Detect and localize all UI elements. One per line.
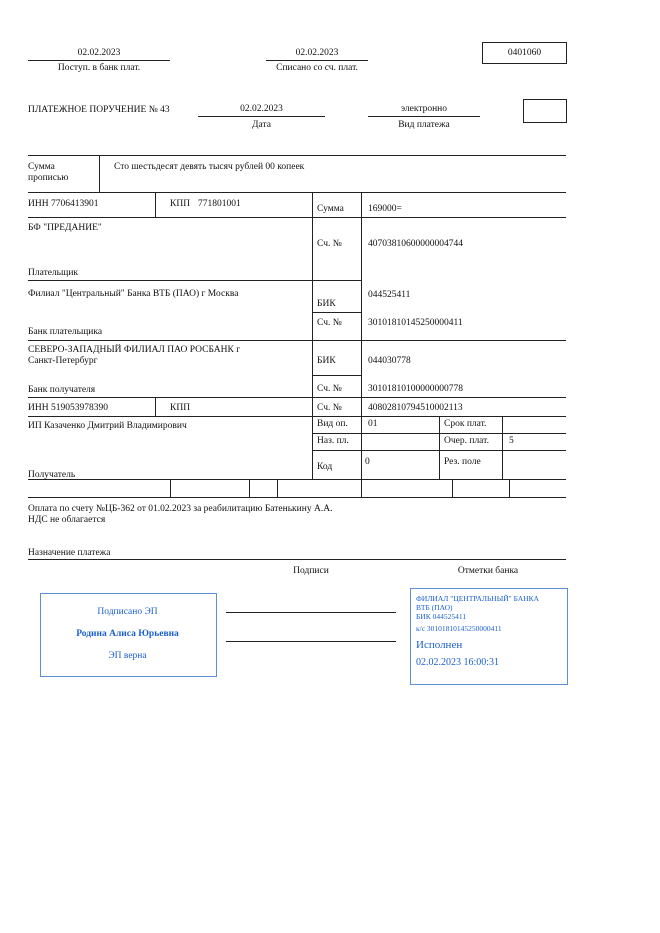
bank-stamp-datetime: 02.02.2023 16:00:31 [416, 657, 500, 668]
bank-marks-label: Отметки банка [457, 566, 519, 576]
payee-inn: ИНН 519053978390 [28, 403, 108, 413]
payer-bank-bik: 044525411 [368, 290, 411, 300]
op-type-label: Вид оп. [317, 419, 348, 429]
divider [28, 340, 566, 341]
order-date-label: Дата [252, 120, 271, 130]
amount-words-label-2: прописью [28, 173, 69, 183]
purpose-label: Назначение платежа [28, 548, 111, 558]
divider [249, 479, 250, 497]
signature-line [226, 641, 396, 642]
divider [28, 479, 566, 480]
divider [368, 116, 480, 117]
divider [312, 192, 313, 479]
amount-words-label-1: Сумма [28, 162, 55, 172]
divider [28, 397, 566, 398]
divider [28, 559, 566, 560]
divider [439, 416, 440, 479]
payer-kpp: 771801001 [198, 199, 241, 209]
priority-label: Очер. плат. [444, 436, 489, 446]
divider [170, 479, 171, 497]
op-type: 01 [368, 419, 378, 429]
bank-stamp-status: Исполнен [416, 639, 463, 651]
payer-bank-account: 30101810145250000411 [368, 318, 463, 328]
payee-account: 40802810794510002113 [368, 403, 463, 413]
divider [28, 155, 566, 156]
signature-line [226, 612, 396, 613]
stamp-signer-name: Родина Алиса Юрьевна [76, 629, 179, 639]
divider [502, 416, 503, 479]
divider [277, 479, 278, 497]
divider [509, 479, 510, 497]
bank-stamp-line-4: к/с 30101810145250000411 [416, 624, 502, 633]
divider [99, 155, 100, 192]
order-date: 02.02.2023 [240, 104, 283, 114]
purpose-line-1: Оплата по счету №ЦБ-362 от 01.02.2023 за реабилитацию Батенькину А.А. [28, 504, 333, 514]
code: 0 [365, 457, 370, 467]
payer-account-label: Сч. № [317, 239, 342, 249]
priority: 5 [509, 436, 514, 446]
purpose-code-label: Наз. пл. [317, 436, 349, 446]
bank-received-label: Поступ. в банк плат. [57, 63, 141, 73]
payer-kpp-label: КПП [170, 199, 191, 209]
payee-bank-name-2: Санкт-Петербург [28, 356, 98, 366]
payer-name: БФ "ПРЕДАНИЕ" [28, 223, 102, 233]
payee-bank-account: 30101810100000000778 [368, 384, 463, 394]
payer-inn: ИНН 7706413901 [28, 199, 99, 209]
payment-type: электронно [400, 104, 448, 114]
divider [198, 116, 325, 117]
payer-bank-account-label: Сч. № [317, 318, 342, 328]
amount-words-value: Сто шестьдесят девять тысяч рублей 00 копеек [114, 162, 305, 172]
amount-value: 169000= [368, 204, 402, 214]
payer-bank-bik-label: БИК [317, 299, 336, 309]
payer-bank-role-label: Банк плательщика [28, 327, 103, 337]
form-code: 0401060 [507, 48, 542, 58]
payer-role-label: Плательщик [28, 268, 79, 278]
payee-bank-bik-label: БИК [317, 356, 336, 366]
code-label: Код [317, 462, 333, 472]
divider [155, 397, 156, 416]
divider [28, 280, 312, 281]
divider [28, 497, 566, 498]
amount-label: Сумма [317, 204, 344, 214]
divider [312, 312, 361, 313]
page-title: ПЛАТЕЖНОЕ ПОРУЧЕНИЕ № 43 [28, 105, 170, 115]
payee-bank-bik: 044030778 [368, 356, 411, 366]
divider [452, 479, 453, 497]
payee-name: ИП Казаченко Дмитрий Владимирович [28, 421, 187, 431]
payee-account-label: Сч. № [317, 403, 342, 413]
payee-role-label: Получатель [28, 470, 76, 480]
debited-label: Списано со сч. плат. [276, 63, 358, 73]
divider [28, 217, 566, 218]
pay-term-label: Срок плат. [444, 419, 487, 429]
divider [28, 416, 566, 417]
payee-bank-name-1: СЕВЕРО-ЗАПАДНЫЙ ФИЛИАЛ ПАО РОСБАНК г [28, 345, 241, 355]
empty-code-box [523, 99, 567, 123]
divider [312, 280, 361, 281]
payment-type-label: Вид платежа [398, 120, 450, 130]
divider [266, 60, 368, 61]
stamp-verified-label: ЭП верна [108, 651, 147, 661]
reserve-label: Рез. поле [444, 457, 481, 467]
signatures-label: Подписи [293, 566, 329, 576]
divider [361, 192, 362, 497]
bank-stamp-line-2: ВТБ (ПАО) [416, 603, 453, 612]
payee-bank-account-label: Сч. № [317, 384, 342, 394]
stamp-signed-label: Подписано ЭП [97, 607, 158, 617]
bank-received-date: 02.02.2023 [77, 48, 121, 58]
bank-stamp-line-3: БИК 044525411 [416, 612, 467, 621]
bank-stamp-line-1: ФИЛИАЛ "ЦЕНТРАЛЬНЫЙ" БАНКА [416, 594, 540, 603]
payer-bank-name: Филиал "Центральный" Банка ВТБ (ПАО) г Москва [28, 289, 239, 299]
payer-account: 40703810600000004744 [368, 239, 463, 249]
divider [28, 60, 170, 61]
payee-kpp-label: КПП [170, 403, 191, 413]
divider [28, 192, 566, 193]
divider [155, 192, 156, 217]
debited-date: 02.02.2023 [295, 48, 339, 58]
payee-bank-role-label: Банк получателя [28, 385, 96, 395]
purpose-line-2: НДС не облагается [28, 515, 106, 525]
divider [312, 375, 361, 376]
